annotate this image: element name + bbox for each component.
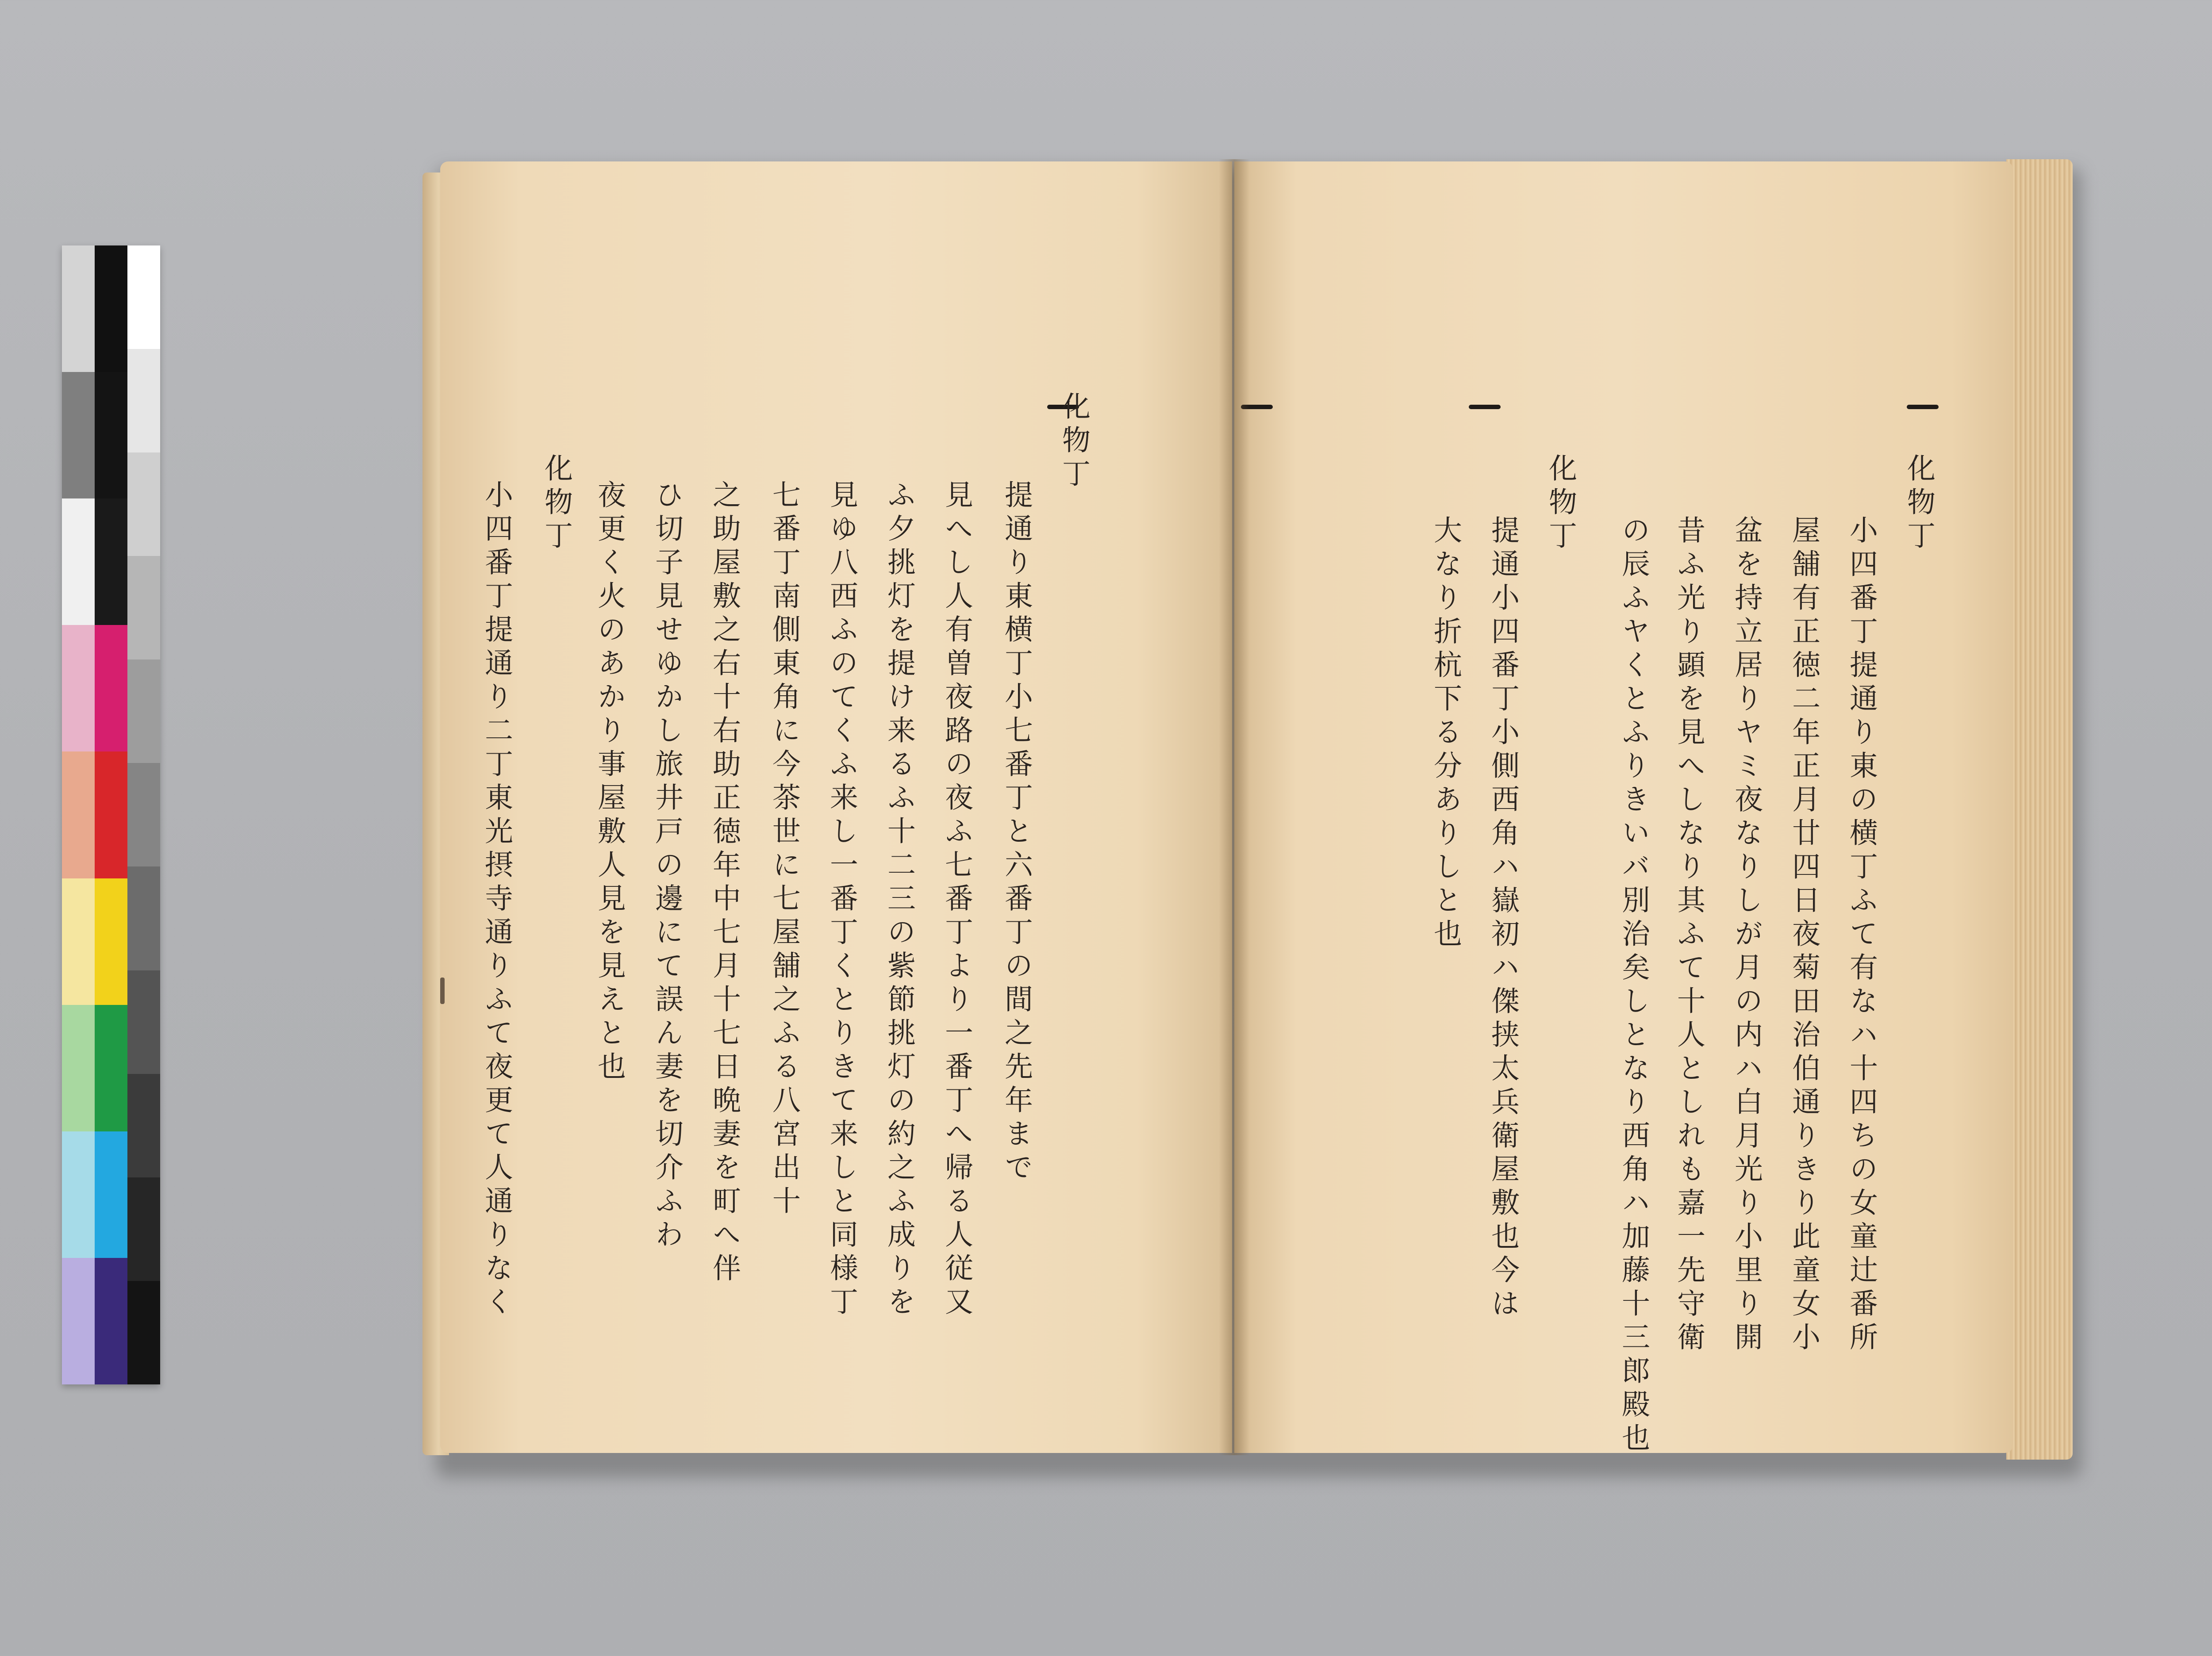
color-swatch (95, 878, 127, 1005)
color-swatch (127, 970, 160, 1074)
color-swatch (62, 1005, 95, 1131)
color-swatch (127, 866, 160, 970)
text-column: ひ切子見せゆかし旅井戸の邊にて誤ん妻を切介ふわ (650, 480, 683, 1253)
text-column: 之助屋敷之右十右助正徳年中七月十七日晩妻を町へ伴 (708, 480, 741, 1287)
entry-heading: 化物丁 (1902, 453, 1935, 554)
book-gutter (1219, 159, 1250, 1455)
color-swatch (95, 751, 127, 878)
color-checker-column-1 (62, 245, 95, 1384)
text-column: 夜更く火のあかり事屋敷人見を見えと也 (593, 480, 626, 1085)
left-page (440, 161, 1232, 1453)
text-column: 屋舗有正徳二年正月廿四日夜菊田治伯通りきり此童女小 (1787, 515, 1820, 1356)
color-swatch (95, 498, 127, 625)
color-swatch (95, 1005, 127, 1131)
color-swatch (62, 1131, 95, 1258)
color-checker (62, 245, 160, 1384)
color-swatch (62, 751, 95, 878)
page-edges-right (2006, 159, 2073, 1460)
color-swatch (95, 1131, 127, 1258)
text-column: 提通小四番丁小側西角ハ嶽初ハ傑挟太兵衛屋敷也今は (1486, 515, 1519, 1322)
text-column: 昔ふ光り顕を見へしなり其ふて十人としれも嘉一先守衛 (1672, 515, 1705, 1356)
entry-heading: 化物丁 (1544, 453, 1577, 554)
edge-mark (440, 978, 445, 1004)
text-column: 見へし人有曽夜路の夜ふ七番丁より一番丁へ帰る人従又 (940, 480, 973, 1320)
color-swatch (127, 245, 160, 349)
color-swatch (127, 349, 160, 452)
entry-heading: 化物丁 (1057, 391, 1090, 492)
open-book (422, 128, 2086, 1486)
entry-marker (1907, 405, 1939, 409)
color-swatch (62, 625, 95, 751)
color-swatch (62, 372, 95, 498)
right-page (1234, 161, 2013, 1457)
entry-heading: 化物丁 (540, 453, 572, 554)
text-column: 小四番丁提通り二丁東光摂寺通りふて夜更て人通りなく (480, 480, 513, 1320)
text-column: の辰ふヤくとふりきいバ別治矣しとなり西角ハ加藤十三郎殿也 (1617, 515, 1650, 1457)
entry-marker (1469, 405, 1501, 409)
color-swatch (127, 452, 160, 556)
color-swatch (127, 659, 160, 763)
color-swatch (62, 245, 95, 372)
text-column: 提通り東横丁小七番丁と六番丁の間之先年まで (1000, 480, 1033, 1186)
text-column: 見ゆ八西ふのてくふ来し一番丁くとりきて来しと同様丁 (825, 480, 858, 1320)
color-checker-column-2 (95, 245, 127, 1384)
color-swatch (127, 1074, 160, 1177)
color-swatch (127, 1177, 160, 1281)
color-swatch (95, 1258, 127, 1384)
text-column: 小四番丁提通り東の横丁ふて有なハ十四ちの女童辻番所 (1845, 515, 1878, 1356)
color-swatch (127, 763, 160, 866)
color-swatch (62, 498, 95, 625)
color-swatch (95, 245, 127, 372)
text-column: 盆を持立居りヤミ夜なりしが月の内ハ白月光り小里り開 (1730, 515, 1763, 1356)
color-swatch (62, 878, 95, 1005)
color-swatch (62, 1258, 95, 1384)
color-swatch (95, 372, 127, 498)
text-column: 七番丁南側東角に今茶世に七屋舗之ふる八宮出十 (768, 480, 800, 1219)
color-swatch (95, 625, 127, 751)
text-column: 大なり折杭下る分ありしと也 (1429, 515, 1462, 952)
color-checker-column-3 (127, 245, 160, 1384)
color-swatch (127, 556, 160, 659)
text-column: ふ夕挑灯を提け来るふ十二三の紫節挑灯の約之ふ成りを (883, 480, 915, 1320)
color-swatch (127, 1281, 160, 1384)
